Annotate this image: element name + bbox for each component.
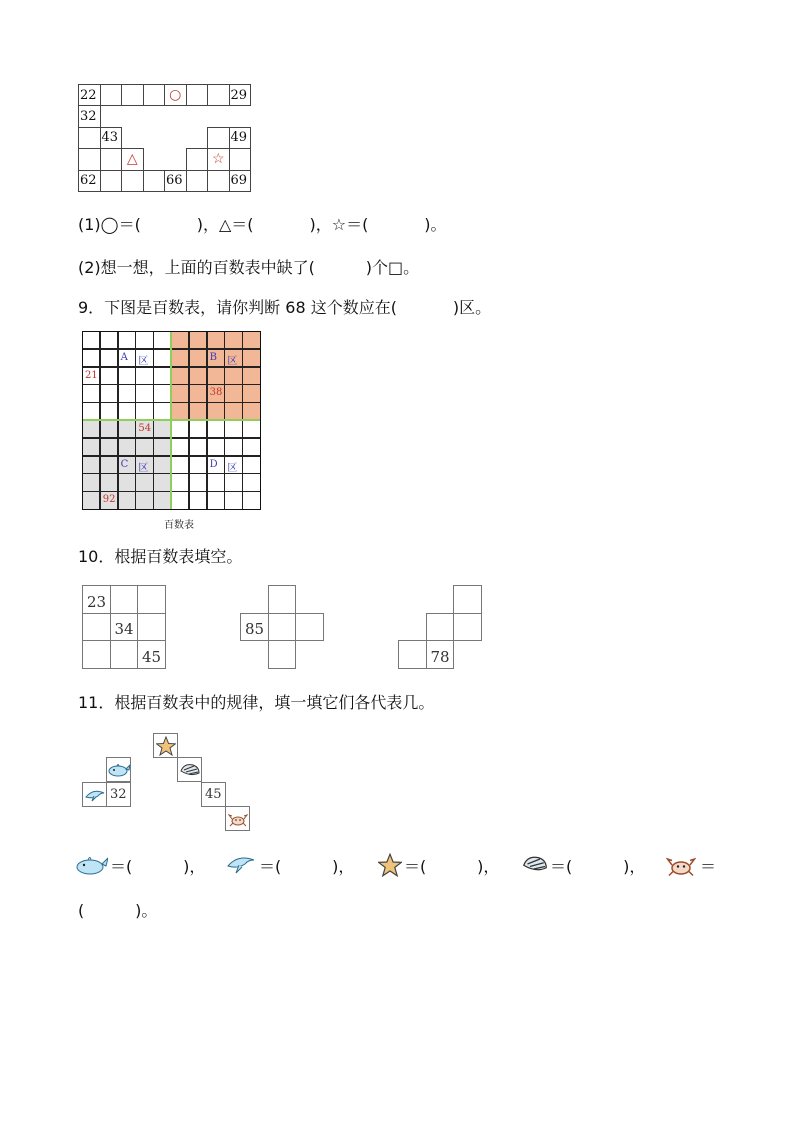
starfish-icon <box>156 736 176 756</box>
grid-cell: 62 <box>78 170 101 192</box>
crab-cell <box>225 806 250 831</box>
grid-cell: 69 <box>229 170 252 192</box>
number-54: 54 <box>138 423 152 434</box>
dolphin-icon <box>84 787 106 803</box>
whale-icon <box>108 763 130 777</box>
whale-icon <box>76 855 108 875</box>
region-label-d-qu: 区 <box>227 462 238 474</box>
cell-45: 45 <box>201 782 226 807</box>
q8-answer-line-1: (1)◯＝( )，△＝( )，☆＝( )。 <box>78 215 447 234</box>
region-label-c: C <box>120 458 129 470</box>
number-cell: 78 <box>426 640 455 669</box>
grid-cell: 66 <box>164 170 187 192</box>
q11-answer-line-2: ( )。 <box>78 901 158 920</box>
grid-cell: 22 <box>78 84 101 106</box>
number-cell: 23 <box>82 585 111 614</box>
grid-cell: 29 <box>229 84 252 106</box>
grid-cell: 49 <box>229 127 252 149</box>
number-21: 21 <box>85 369 98 381</box>
crab-icon <box>228 811 248 827</box>
q8-answer-line-2: (2)想一想，上面的百数表中缺了( )个□。 <box>78 258 420 277</box>
grid-cell: 32 <box>78 105 101 127</box>
region-label-b-qu: 区 <box>227 355 238 367</box>
q10-question: 10．根据百数表填空。 <box>78 547 243 566</box>
region-label-a: A <box>120 351 128 363</box>
shell-icon <box>180 762 200 778</box>
region-label-a-qu: 区 <box>138 355 149 367</box>
shell-answer: ＝( )， <box>550 857 646 876</box>
number-92: 92 <box>102 494 116 506</box>
grid-cell: △ <box>121 148 144 170</box>
q9-question: 9．下图是百数表，请你判断 68 这个数应在( )区。 <box>78 298 492 317</box>
starfish-answer: ＝( )， <box>404 857 500 876</box>
region-label-d: D <box>209 458 218 470</box>
grid-cell: 43 <box>100 127 123 149</box>
number-cell: 34 <box>110 613 139 642</box>
starfish-icon <box>378 853 402 877</box>
starfish-cell <box>153 733 178 758</box>
dolphin-cell <box>82 782 107 807</box>
dolphin-icon <box>226 852 256 876</box>
crab-icon <box>666 853 696 877</box>
region-label-c-qu: 区 <box>138 462 149 474</box>
dolphin-answer: ＝( )， <box>259 857 355 876</box>
q11-answer-line-1 <box>76 852 736 878</box>
chart-caption: 百数表 <box>164 520 194 531</box>
crab-equals: ＝ <box>700 857 717 876</box>
region-label-b: B <box>209 351 217 363</box>
whale-cell <box>106 757 131 782</box>
shell-cell <box>177 757 202 782</box>
whale-answer: ＝( )， <box>110 857 206 876</box>
grid-cell: ☆ <box>207 148 230 170</box>
number-cell: 85 <box>240 613 269 642</box>
shell-icon <box>522 854 548 874</box>
number-cell: 45 <box>137 640 166 669</box>
q11-question: 11．根据百数表中的规律，填一填它们各代表几。 <box>78 693 435 712</box>
grid-cell: ○ <box>164 84 187 106</box>
cell-32: 32 <box>106 782 131 807</box>
number-38: 38 <box>209 387 223 399</box>
